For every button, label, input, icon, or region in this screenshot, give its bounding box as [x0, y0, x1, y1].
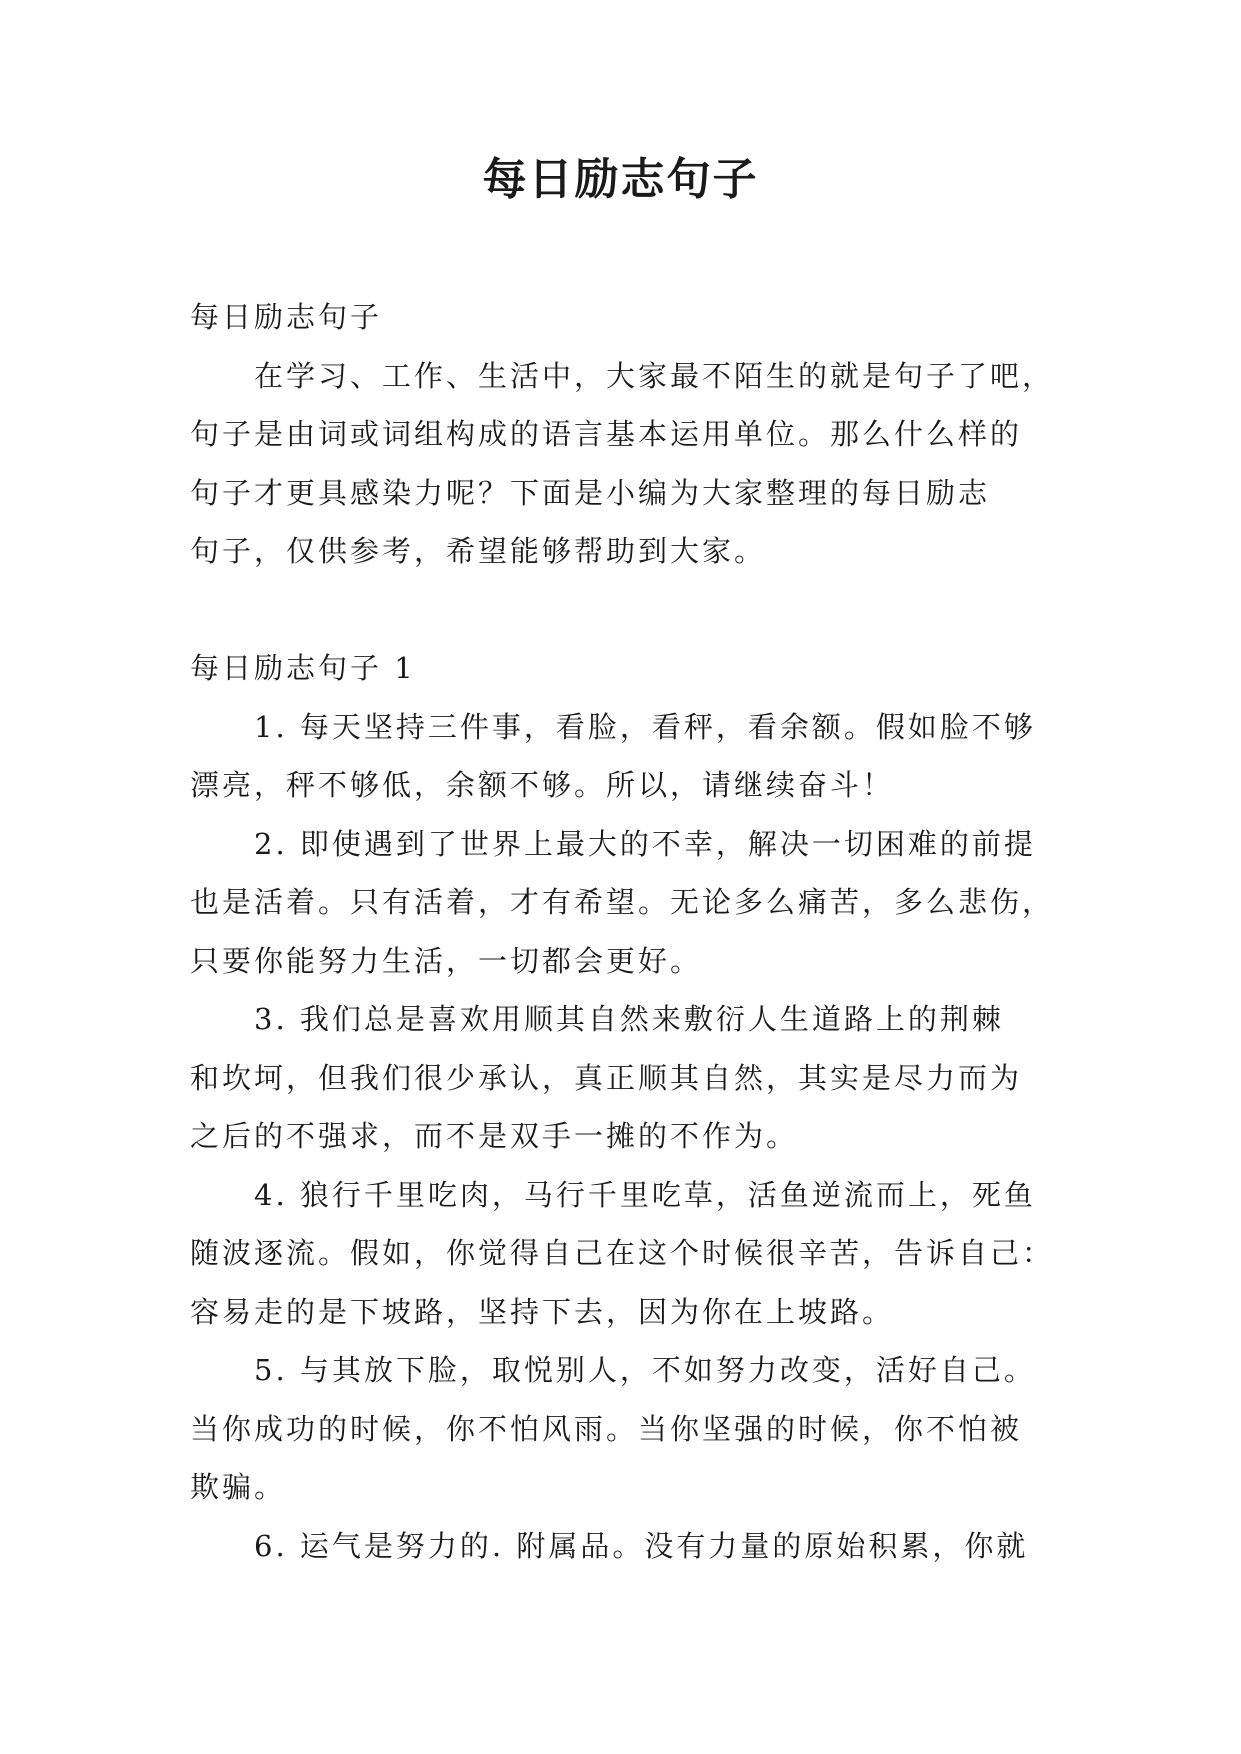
- intro-line: 句子是由词或词组构成的语言基本运用单位。那么什么样的: [190, 417, 1023, 451]
- list-item-line: 3. 我们总是喜欢用顺其自然来敷衍人生道路上的荆棘: [254, 1002, 1004, 1036]
- intro-line: 在学习、工作、生活中，大家最不陌生的就是句子了吧，: [254, 358, 1055, 393]
- list-item-line: 6. 运气是努力的. 附属品。没有力量的原始积累，你就: [254, 1528, 1029, 1563]
- intro-line: 句子，仅供参考，希望能够帮助到大家。: [190, 534, 767, 568]
- list-item-line: 漂亮，秤不够低，余额不够。所以，请继续奋斗！: [190, 768, 895, 802]
- list-item-line: 之后的不强求，而不是双手一摊的不作为。: [190, 1119, 799, 1153]
- list-item-line: 1. 每天坚持三件事，看脸，看秤，看余额。假如脸不够: [254, 709, 1036, 744]
- list-item-line: 当你成功的时候，你不怕风雨。当你坚强的时候，你不怕被: [190, 1411, 1023, 1446]
- list-item-line: 2. 即使遇到了世界上最大的不幸，解决一切困难的前提: [254, 826, 1036, 861]
- list-item-line: 容易走的是下坡路，坚持下去，因为你在上坡路。: [190, 1294, 895, 1329]
- intro-heading: 每日励志句子: [190, 300, 383, 334]
- list-item-line: 也是活着。只有活着，才有希望。无论多么痛苦，多么悲伤，: [190, 885, 1055, 919]
- list-item-line: 4. 狼行千里吃肉，马行千里吃草，活鱼逆流而上，死鱼: [254, 1177, 1036, 1212]
- document-body: [190, 288, 1055, 1575]
- list-item-line: 5. 与其放下脸，取悦别人，不如努力改变，活好自己。: [254, 1353, 1036, 1387]
- list-item-line: 只要你能努力生活，一切都会更好。: [190, 943, 703, 978]
- document-title: 每日励志句子: [482, 154, 759, 205]
- section-heading: 每日励志句子 1: [190, 651, 416, 685]
- list-item-line: 欺骗。: [190, 1470, 287, 1504]
- list-item-line: 随波逐流。假如，你觉得自己在这个时候很辛苦，告诉自己：: [190, 1236, 1055, 1270]
- list-item-line: 和坎坷，但我们很少承认，真正顺其自然，其实是尽力而为: [190, 1060, 1023, 1095]
- paragraph-gap: [190, 581, 1050, 640]
- intro-line: 句子才更具感染力呢？下面是小编为大家整理的每日励志: [190, 475, 991, 510]
